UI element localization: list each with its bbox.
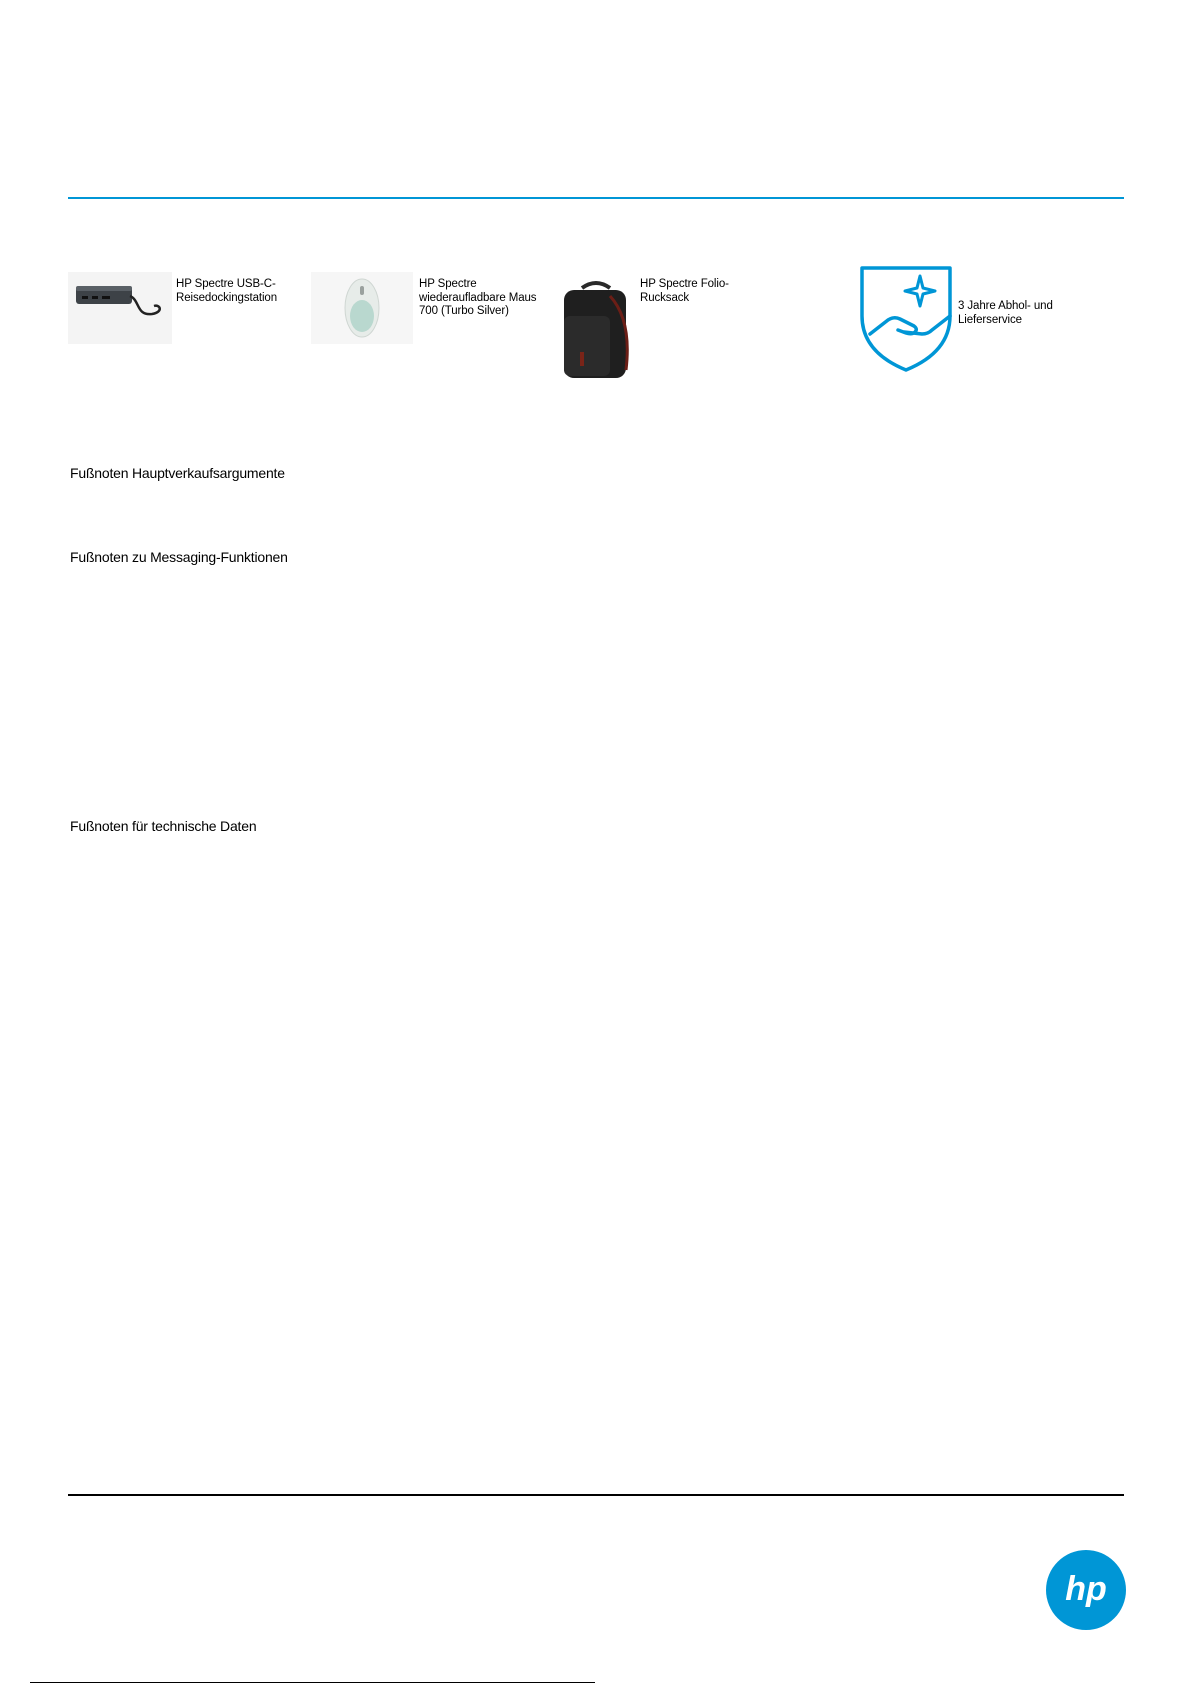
section-heading-messaging-features: Fußnoten zu Messaging-Funktionen <box>70 549 288 565</box>
mouse-image <box>311 272 413 344</box>
section-heading-key-selling-points: Fußnoten Hauptverkaufsargumente <box>70 465 285 481</box>
hp-logo <box>1046 1550 1126 1630</box>
hand-shield-icon <box>858 264 954 374</box>
accessory-usb-c-dock <box>68 272 308 352</box>
hp-logo-text: hp <box>1065 1570 1107 1608</box>
accessory-label-line: HP Spectre USB-C- <box>176 278 276 290</box>
top-divider <box>68 197 1124 199</box>
accessory-label-line: wiederaufladbare Maus <box>419 291 537 304</box>
accessory-label-line: 700 (Turbo Silver) <box>419 305 509 317</box>
accessory-label-line: Lieferservice <box>958 313 1022 326</box>
accessory-label-line: HP Spectre <box>419 278 477 290</box>
footnote-divider <box>30 1682 595 1683</box>
accessory-label-line: 3 Jahre Abhol- und <box>958 300 1053 312</box>
backpack-image <box>560 280 632 380</box>
accessory-service <box>858 264 1108 376</box>
accessory-label-line: HP Spectre Folio- <box>640 278 729 290</box>
bottom-divider <box>68 1494 1124 1496</box>
usb-c-dock-image <box>68 272 172 344</box>
accessory-label-line: Reisedockingstation <box>176 291 278 304</box>
accessory-label-line: Rucksack <box>640 291 690 304</box>
section-heading-technical-data: Fußnoten für technische Daten <box>70 818 257 834</box>
accessory-backpack <box>560 272 800 382</box>
accessory-mouse <box>311 272 551 352</box>
